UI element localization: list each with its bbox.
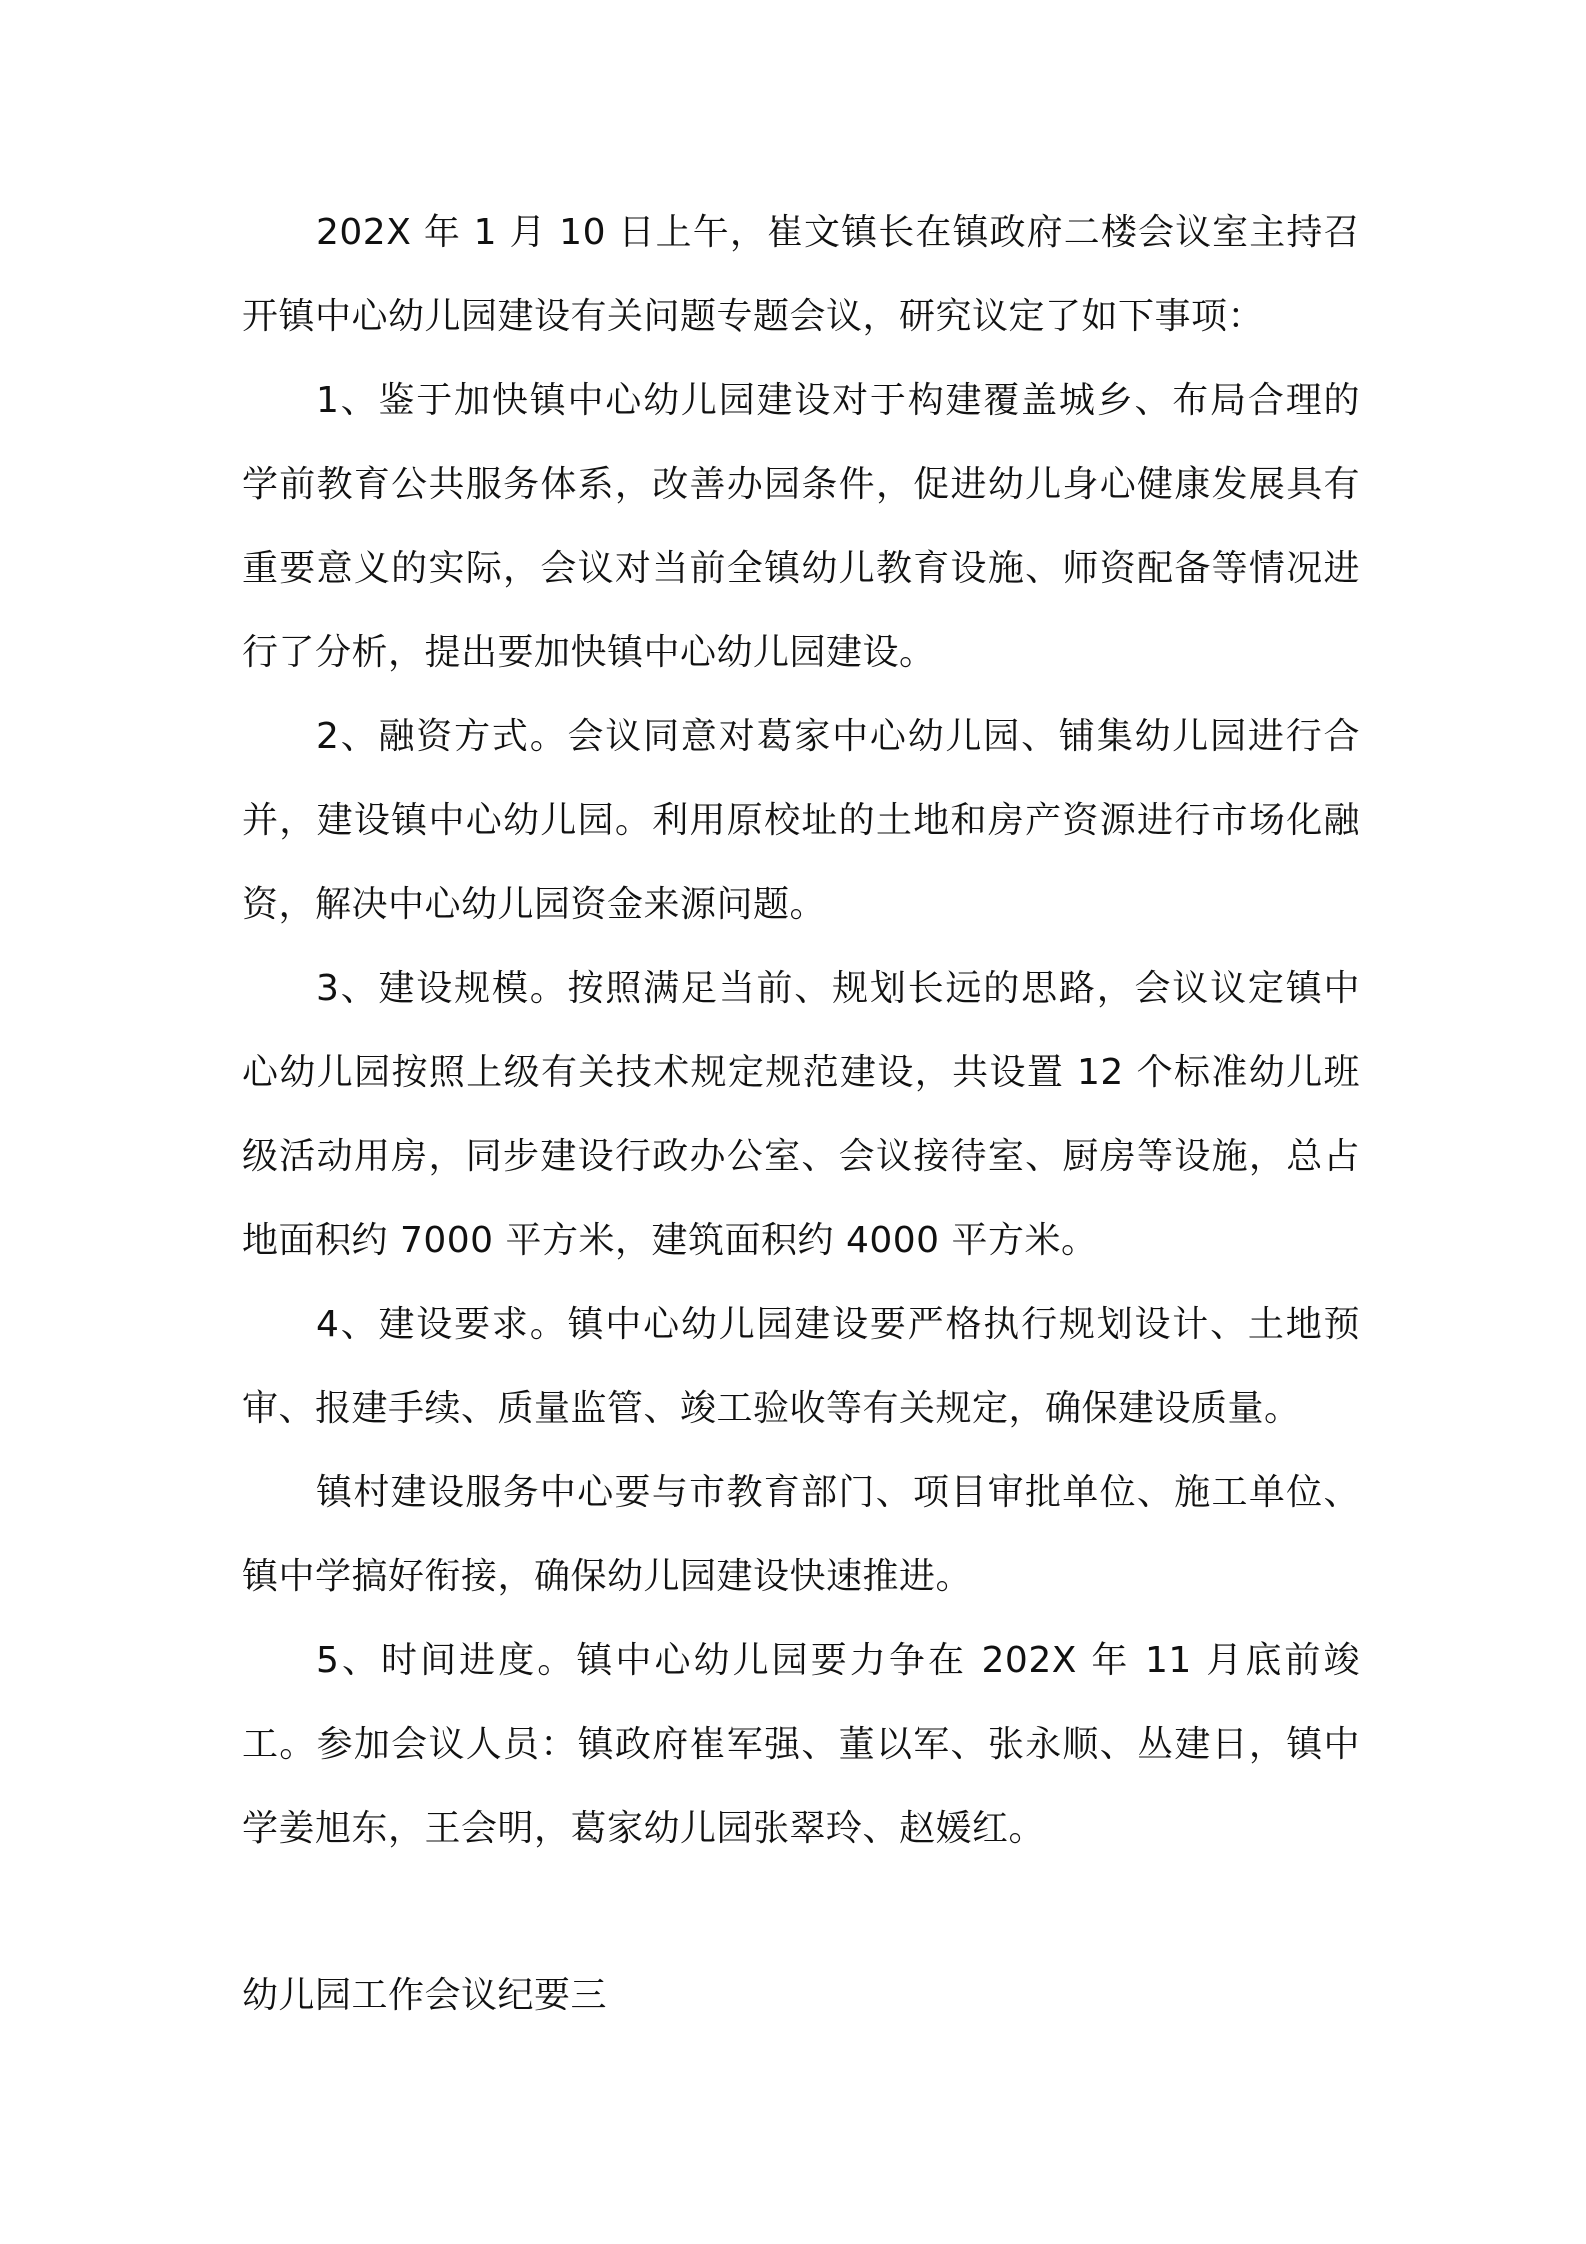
- paragraph-item-5-schedule: 5、时间进度。镇中心幼儿园要力争在 202X 年 11 月底前竣工。参加会议人员：镇政府崔军强、董以军、张永顺、丛建日，镇中学姜旭东，王会明，葛家幼儿园张翠玲、赵媛红。: [242, 1640, 1360, 1849]
- paragraph-item-3-scale: 3、建设规模。按照满足当前、规划长远的思路，会议议定镇中心幼儿园按照上级有关技术规定规范建设，共设置 12 个标准幼儿班级活动用房，同步建设行政办公室、会议接待室、厨房等设施，总占地面积约 7000 平方米，建筑面积约 4000 平方米。: [242, 968, 1360, 1261]
- paragraph-item-4-requirements: 4、建设要求。镇中心幼儿园建设要严格执行规划设计、土地预审、报建手续、质量监管、竣工验收等有关规定，确保建设质量。: [242, 1304, 1360, 1429]
- paragraph-item-2-financing: 2、融资方式。会议同意对葛家中心幼儿园、铺集幼儿园进行合并，建设镇中心幼儿园。利用原校址的土地和房产资源进行市场化融资，解决中心幼儿园资金来源问题。: [242, 716, 1360, 925]
- paragraph-coordination: 镇村建设服务中心要与市教育部门、项目审批单位、施工单位、镇中学搞好衔接，确保幼儿园建设快速推进。: [242, 1472, 1360, 1597]
- paragraph-meeting-intro: 202X 年 1 月 10 日上午，崔文镇长在镇政府二楼会议室主持召开镇中心幼儿园建设有关问题专题会议，研究议定了如下事项：: [242, 212, 1360, 337]
- paragraph-item-1: 1、鉴于加快镇中心幼儿园建设对于构建覆盖城乡、布局合理的学前教育公共服务体系，改善办园条件，促进幼儿身心健康发展具有重要意义的实际，会议对当前全镇幼儿教育设施、师资配备等情况进行了分析，提出要加快镇中心幼儿园建设。: [242, 380, 1360, 673]
- document-body: [242, 191, 1360, 1871]
- section-heading: 幼儿园工作会议纪要三: [242, 1975, 608, 2016]
